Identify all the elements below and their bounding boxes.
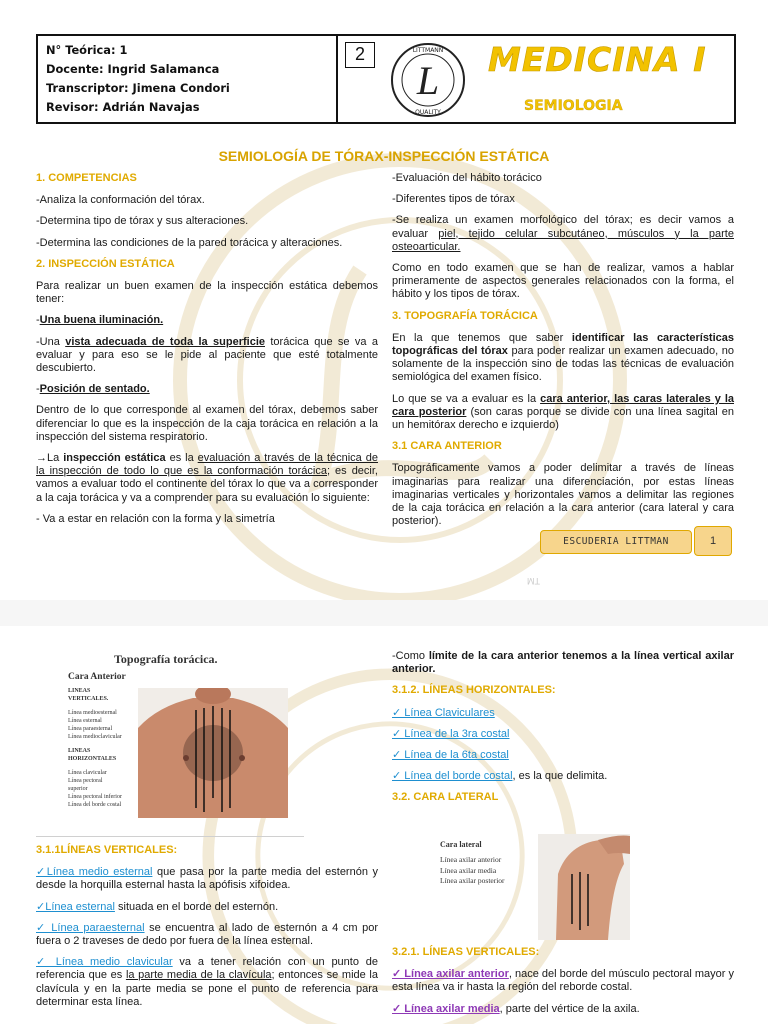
item-iluminacion: -Una buena iluminación. (36, 314, 164, 327)
item-posicion: -Posición de sentado. (36, 383, 150, 396)
figure-label: VERTICALES. (68, 696, 109, 702)
paragraph-dentro: Dentro de lo que corresponde al examen del tórax, debemos saber diferenciar lo que es la inspección de la caja torácica en relación a la inspección del sistema respiratorio. (36, 404, 378, 443)
linea-6ta-costal: ✓ Línea de la 6ta costal (392, 749, 509, 762)
item-vista: -Una vista adecuada de toda la superficie torácica que se va a evaluar y para eso se le pide al paciente que esté totalmente descubierto. (36, 335, 378, 375)
right-column-2-bottom (392, 946, 734, 1024)
competencia-2: -Determina tipo de tórax y sus alteraciones. (36, 215, 249, 228)
linea-paraesternal: ✓ Línea paraesternal se encuentra al lado de esternón a 4 cm por fuera o 2 traveses de dedo por fuera de la línea esternal. (36, 921, 378, 948)
svg-text:QUALITY: QUALITY (415, 109, 441, 116)
heading-cara-lateral: 3.2. CARA LATERAL (392, 791, 499, 804)
heading-lineas-verticales: 3.1.1LÍNEAS VERTICALES: (36, 844, 178, 856)
item-habito: -Evaluación del hábito torácico (392, 172, 542, 184)
figure-label: LINEAS (68, 688, 91, 694)
page-number: 2 (345, 42, 375, 68)
badge-page-number: 1 (694, 526, 732, 556)
figure-label: LINEAS (68, 748, 91, 754)
figure-label: HORIZONTALES (68, 756, 117, 762)
linea-medio-esternal: ✓Línea medio esternal que pasa por la parte media del esternón y desde la horquilla esternal hasta la apófisis xifoidea. (36, 866, 378, 892)
page-gap (0, 600, 768, 626)
revisor: Revisor: Adrián Navajas (46, 100, 200, 114)
figure-cara-anterior (62, 644, 302, 829)
svg-text:L: L (416, 58, 440, 103)
right-column-2 (392, 650, 734, 814)
figure-subtitle: Cara Anterior (68, 672, 126, 682)
trademark-mark: TM (527, 576, 540, 586)
figure-label: Línea axilar posterior (440, 876, 505, 885)
figure-label: Línea clavicular (68, 770, 107, 776)
figure-label: Línea medioesternal (68, 710, 117, 716)
header-box (36, 34, 736, 124)
figure-label: Línea paraesternal (68, 726, 113, 732)
paragraph-topografia: En la que tenemos que saber identificar las características topográficas del tórax para poder realizar un examen adecuado, no solamente de la inspección sino de todas las técnicas de evaluación semiológica del examen físico. (392, 331, 735, 384)
figure-label: Línea pectoral (68, 778, 103, 784)
figure-divider (36, 836, 304, 837)
heading-lineas-horizontales: 3.1.2. LÍNEAS HORIZONTALES: (392, 684, 556, 697)
course-title: MEDICINA I (488, 40, 707, 79)
heading-topografia: 3. TOPOGRAFÍA TORÁCICA (392, 309, 538, 322)
header-info (38, 36, 338, 122)
paragraph-limite: -Como límite de la cara anterior tenemos a la línea vertical axilar anterior. (392, 650, 734, 676)
paragraph-intro: Para realizar un buen examen de la inspección estática debemos tener: (36, 280, 378, 306)
paragraph-forma-simetria: - Va a estar en relación con la forma y la simetría (36, 512, 275, 525)
heading-competencias: 1. COMPETENCIAS (36, 172, 137, 184)
linea-3ra-costal: ✓ Línea de la 3ra costal (392, 727, 510, 740)
figure-labels (440, 855, 505, 887)
linea-axilar-anterior: ✓ Línea axilar anterior, nace del borde del músculo pectoral mayor y esta línea va ir hasta la región del reborde costal. (392, 968, 734, 994)
escuderia-badge: ESCUDERIA LITTMAN (540, 530, 692, 554)
figure-label: superior (68, 786, 88, 792)
document-title: SEMIOLOGÍA DE TÓRAX-INSPECCIÓN ESTÁTICA (218, 148, 550, 164)
teorica-number: N° Teórica: 1 (46, 43, 128, 57)
torso-lateral-photo (538, 834, 630, 940)
torso-anterior-photo (138, 688, 288, 818)
figure-cara-lateral (430, 822, 640, 942)
linea-axilar-media: ✓ Línea axilar media, parte del vértice de la axila. (392, 1002, 640, 1015)
linea-esternal: ✓Línea esternal situada en el borde del esternón. (36, 900, 279, 913)
left-column-1 (36, 172, 378, 534)
paragraph-cara-anterior: Topográficamente vamos a poder delimitar a través de líneas imaginarias para realizar una diferenciación, por estas líneas imaginarias verticales y horizontales vamos a delimitar las regiones de la caja torácica en relación a la cara anterior (cara lateral y cara posterior). (392, 462, 734, 528)
figure-title: Topografía torácica. (114, 652, 218, 666)
littmann-logo (378, 40, 478, 120)
figure-label: Línea del borde costal (68, 802, 122, 808)
figure-label: Línea axilar media (440, 865, 497, 875)
left-column-2 (36, 844, 378, 1017)
page-2 (0, 626, 768, 1024)
heading-inspeccion: 2. INSPECCIÓN ESTÁTICA (36, 257, 175, 270)
figure-label: Línea axilar anterior (440, 855, 502, 864)
transcriptor: Transcriptor: Jimena Condori (46, 81, 230, 95)
svg-text:LITTMANN: LITTMANN (412, 47, 444, 54)
heading-lineas-verticales-lateral: 3.2.1. LÍNEAS VERTICALES: (392, 946, 540, 958)
linea-borde-costal: ✓ Línea del borde costal, es la que delimita. (392, 770, 608, 783)
paragraph-caras: Lo que se va a evaluar es la cara anterior, las caras laterales y la cara posterior (son caras porque se divide con una línea sagital en un hemitórax derecho e izquierdo) (392, 392, 734, 432)
paragraph-general: Como en todo examen que se han de realizar, vamos a hablar primeramente de aspectos generales relacionados con la forma, el hábito y los tipos de tórax. (392, 262, 734, 301)
course-subtitle: SEMIOLOGIA (524, 98, 623, 114)
figure-title: Cara lateral (440, 840, 482, 849)
figure-label: Línea esternal (68, 718, 102, 724)
paragraph-inspeccion-estatica: →La inspección estática es la evaluación a través de la técnica de la inspección de todo lo que es la conformación torácica; es decir, vamos a evaluar todo el continente del tórax lo que va a corresponder a la caja torácica y va a comprender para su evaluación lo siguiente: (36, 452, 378, 504)
item-tipos: -Diferentes tipos de tórax (392, 193, 515, 206)
figure-label: Línea pectoral inferior (68, 794, 122, 800)
right-column-1 (392, 172, 734, 536)
item-morfologico: -Se realiza un examen morfológico del tórax; es decir vamos a evaluar piel, tejido celular subcutáneo, músculos y la parte osteoarticular. (392, 214, 734, 253)
figure-label: Línea medioclavicular (68, 734, 122, 740)
competencia-1: -Analiza la conformación del tórax. (36, 194, 205, 207)
docente: Docente: Ingrid Salamanca (46, 62, 220, 76)
linea-claviculares: ✓ Línea Claviculares (392, 706, 495, 719)
heading-cara-anterior: 3.1 CARA ANTERIOR (392, 440, 502, 453)
competencia-3: -Determina las condiciones de la pared torácica y alteraciones. (36, 236, 343, 249)
linea-medio-clavicular: ✓ Línea medio clavicular va a tener relación con un punto de referencia que es la parte media de la clavícula; entonces se mide la clavícula y en la parte media se pone el punto de referencia para determinar esta línea. (36, 956, 378, 1008)
